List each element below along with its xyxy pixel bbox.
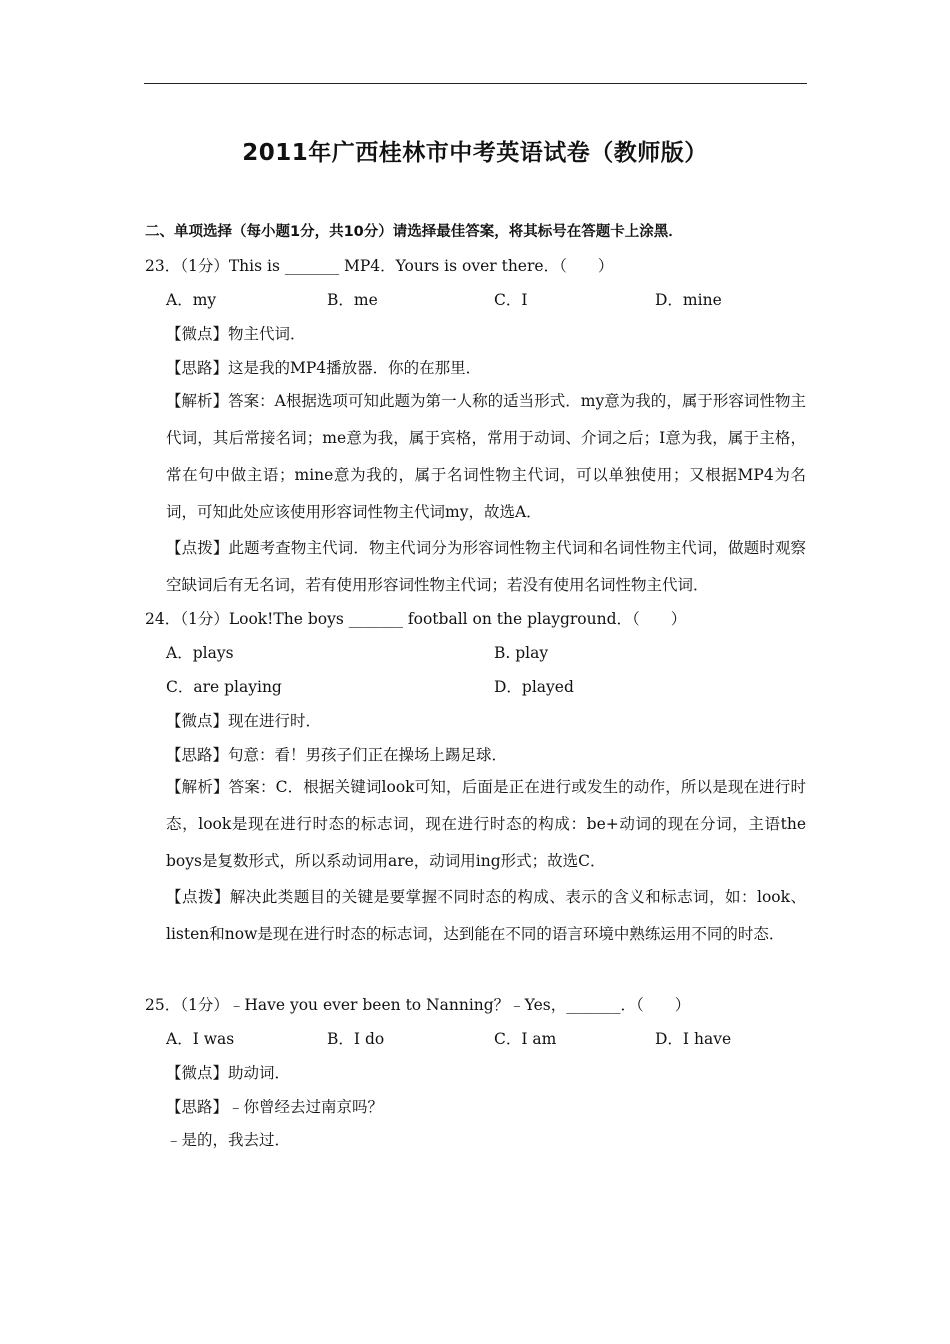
question-24-point: 【微点】现在进行时． xyxy=(166,712,322,730)
section-heading: 二、单项选择（每小题1分，共10分）请选择最佳答案，将其标号在答题卡上涂黑． xyxy=(145,224,683,240)
question-24-option-b: B. play xyxy=(494,644,549,662)
question-25-option-c: C．I am xyxy=(494,1030,557,1048)
question-25-option-b: B．I do xyxy=(327,1030,385,1048)
page-title: 2011年广西桂林市中考英语试卷（教师版） xyxy=(242,140,708,166)
question-23-idea: 【思路】这是我的MP4播放器．你的在那里． xyxy=(166,359,482,377)
question-23-stem: 23．（1分）This is _______ MP4．Yours is over there．（ ） xyxy=(145,257,614,275)
question-23-option-b: B．me xyxy=(327,291,378,309)
question-24-analysis: 【解析】答案：C．根据关键词look可知，后面是正在进行或发生的动作，所以是现在进行时态，look是现在进行时态的标志词，现在进行时态的构成：be+动词的现在分词，主语the boys是复数形式，所以系动词用are，动词用ing形式；故选C． xyxy=(166,778,806,870)
question-25-stem: 25．（1分）﹣Have you ever been to Nanning？﹣Yes，_______．（ ） xyxy=(145,996,691,1014)
question-23-point: 【微点】物主代词． xyxy=(166,325,306,343)
question-23-option-d: D．mine xyxy=(655,291,722,309)
question-24-option-d: D．played xyxy=(494,678,574,696)
question-24-tip: 【点拨】解决此类题目的关键是要掌握不同时态的构成、表示的含义和标志词，如：look、listen和now是现在进行时态的标志词，达到能在不同的语言环境中熟练运用不同的时态． xyxy=(166,888,806,943)
question-24-stem: 24．（1分）Look!The boys _______ football on the playground．（ ） xyxy=(145,610,687,628)
question-23-option-c: C．I xyxy=(494,291,528,309)
question-24-option-a: A．plays xyxy=(166,644,234,662)
question-24-idea: 【思路】句意：看！男孩子们正在操场上踢足球． xyxy=(166,746,508,764)
question-25-idea-reply: ﹣是的，我去过． xyxy=(166,1131,291,1149)
question-23-option-a: A．my xyxy=(166,291,217,309)
question-25-option-a: A．I was xyxy=(166,1030,235,1048)
question-25-point: 【微点】助动词． xyxy=(166,1064,291,1082)
question-23-tip: 【点拨】此题考查物主代词．物主代词分为形容词性物主代词和名词性物主代词，做题时观察空缺词后有无名词，若有使用形容词性物主代词；若没有使用名词性物主代词． xyxy=(166,539,806,594)
question-25-idea: 【思路】﹣你曾经去过南京吗？ xyxy=(166,1098,384,1116)
header-rule xyxy=(144,83,807,84)
question-25-option-d: D．I have xyxy=(655,1030,732,1048)
question-23-analysis: 【解析】答案：A根据选项可知此题为第一人称的适当形式．my意为我的，属于形容词性物主代词，其后常接名词；me意为我，属于宾格，常用于动词、介词之后；I意为我，属于主格，常在句中做主语；mine意为我的，属于名词性物主代词，可以单独使用；又根据MP4为名词，可知此处应该使用形容词性物主代词my，故选A． xyxy=(166,392,806,521)
question-24-option-c: C．are playing xyxy=(166,678,282,696)
